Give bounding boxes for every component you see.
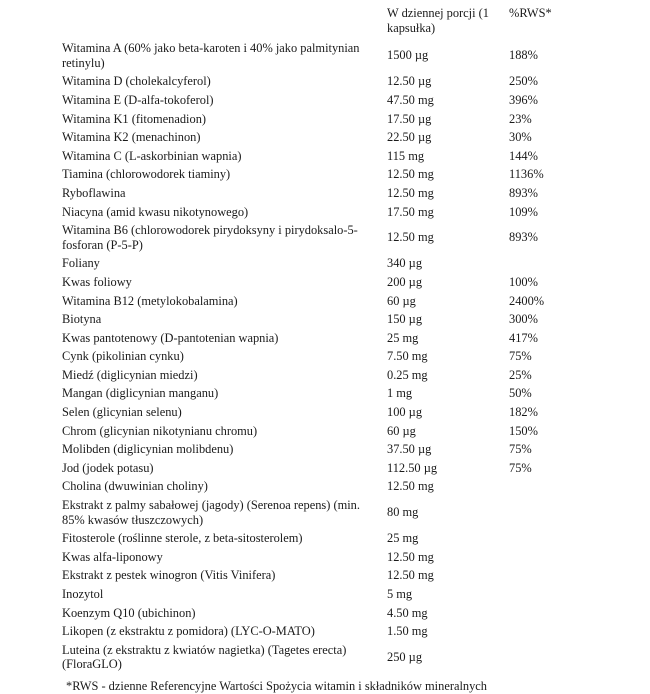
ingredient-name-cell: Ryboflawina [62,185,126,200]
rws-percent-cell: 150% [509,423,538,438]
ingredient-name-cell: Fitosterole (roślinne sterole, z beta-sitosterolem) [62,531,303,546]
daily-amount-cell: 25 mg [387,531,419,546]
table-header-row [58,4,610,39]
daily-amount-cell: 47.50 mg [387,92,434,107]
rws-percent-cell: 250% [509,74,538,89]
header-daily-amount: W dziennej porcji (1 kapsułka) [387,6,489,35]
ingredient-name-cell: Ekstrakt z pestek winogron (Vitis Vinifera) [62,568,276,583]
rws-percent-cell: 893% [509,230,538,245]
daily-amount-cell: 100 µg [387,405,423,420]
rws-percent-cell [505,496,610,529]
table-row [58,347,610,366]
rws-percent-cell [505,566,610,585]
rws-percent-cell: 893% [509,185,538,200]
daily-amount-cell: 340 µg [387,256,423,271]
table-row [58,292,610,311]
ingredient-name-cell: Witamina D (cholekalcyferol) [62,74,211,89]
ingredient-name-cell: Koenzym Q10 (ubichinon) [62,605,196,620]
table-row [58,203,610,222]
table-row [58,310,610,329]
nutrient-rows [58,39,610,674]
rws-percent-cell: 50% [509,386,532,401]
daily-amount-cell: 200 µg [387,274,423,289]
daily-amount-cell: 17.50 mg [387,204,434,219]
ingredient-name-cell: Selen (glicynian selenu) [62,405,182,420]
table-row [58,585,610,604]
table-row [58,39,610,72]
rws-percent-cell: 188% [509,48,538,63]
rws-percent-cell: 75% [509,442,532,457]
daily-amount-cell: 112.50 µg [387,460,438,475]
table-row [58,403,610,422]
table-row [58,641,610,674]
daily-amount-cell: 1500 µg [387,48,429,63]
rws-percent-cell: 417% [509,330,538,345]
ingredient-name-cell: Cholina (dwuwinian choliny) [62,479,208,494]
table-row [58,110,610,129]
rws-percent-cell: 25% [509,367,532,382]
table-row [58,184,610,203]
rws-percent-cell [505,622,610,641]
daily-amount-cell: 60 µg [387,423,416,438]
daily-amount-cell: 80 mg [387,505,419,520]
table-row [58,529,610,548]
ingredient-name-cell: Tiamina (chlorowodorek tiaminy) [62,167,231,182]
table-row [58,566,610,585]
rws-percent-cell: 75% [509,460,532,475]
ingredient-name-cell: Witamina B12 (metylokobalamina) [62,293,238,308]
table-row [58,329,610,348]
ingredient-name-cell: Niacyna (amid kwasu nikotynowego) [62,204,249,219]
nutrient-table [58,4,610,674]
table-row [58,273,610,292]
header-ingredient [58,4,383,39]
rws-percent-cell [505,548,610,567]
table-row [58,128,610,147]
ingredient-name-cell: Inozytol [62,587,104,601]
table-row [58,384,610,403]
rws-percent-cell: 182% [509,405,538,420]
ingredient-name-cell: Witamina K1 (fitomenadion) [62,111,207,126]
daily-amount-cell: 0.25 mg [387,367,428,382]
rws-percent-cell: 30% [509,130,532,145]
daily-amount-cell: 12.50 mg [387,568,434,583]
ingredient-name-cell: Witamina K2 (menachinon) [62,130,201,145]
table-row [58,147,610,166]
ingredient-name-cell: Ekstrakt z palmy sabałowej (jagody) (Serenoa repens) (min. 85% kwasów tłuszczowych) [62,498,360,527]
ingredient-name-cell: Chrom (glicynian nikotynianu chromu) [62,423,258,438]
table-row [58,477,610,496]
rws-percent-cell: 109% [509,204,538,219]
daily-amount-cell: 1.50 mg [387,624,428,639]
rws-percent-cell [505,585,610,604]
ingredient-name-cell: Cynk (pikolinian cynku) [62,349,184,364]
ingredient-name-cell: Kwas foliowy [62,274,132,289]
table-row [58,548,610,567]
daily-amount-cell: 1 mg [387,386,413,401]
daily-amount-cell: 4.50 mg [387,605,428,620]
table-row [58,366,610,385]
header-rws-percent: %RWS* [509,6,552,20]
table-row [58,72,610,91]
daily-amount-cell: 12.50 mg [387,167,434,182]
ingredient-name-cell: Kwas alfa-liponowy [62,549,163,564]
rws-percent-cell [505,641,610,674]
ingredient-name-cell: Foliany [62,256,100,271]
table-row [58,622,610,641]
rws-percent-cell [505,477,610,496]
daily-amount-cell: 115 mg [387,148,425,163]
daily-amount-cell: 250 µg [387,650,423,665]
rws-percent-cell: 100% [509,274,538,289]
ingredient-name-cell: Luteina (z ekstraktu z kwiatów nagietka) (Tagetes erecta) (FloraGLO) [62,642,347,672]
rws-percent-cell: 144% [509,148,538,163]
ingredient-name-cell: Kwas pantotenowy (D-pantotenian wapnia) [62,330,279,345]
daily-amount-cell: 12.50 mg [387,185,434,200]
ingredient-name-cell: Miedź (diglicynian miedzi) [62,367,198,382]
table-row [58,604,610,623]
daily-amount-cell: 12.50 mg [387,230,434,245]
table-row [58,496,610,529]
ingredient-name-cell: Witamina C (L-askorbinian wapnia) [62,148,242,163]
rws-percent-cell [505,529,610,548]
rws-percent-cell: 75% [509,349,532,364]
ingredient-name-cell: Biotyna [62,312,102,327]
daily-amount-cell: 5 mg [387,587,413,601]
rws-percent-cell: 2400% [509,293,545,308]
nutrition-facts-sheet [58,4,618,694]
rws-footnote: *RWS - dzienne Referencyjne Wartości Spożycia witamin i składników mineralnych [66,678,487,693]
table-row [58,254,610,273]
daily-amount-cell: 25 mg [387,330,419,345]
ingredient-name-cell: Jod (jodek potasu) [62,460,154,475]
rws-percent-cell: 300% [509,312,538,327]
daily-amount-cell: 150 µg [387,312,423,327]
daily-amount-cell: 17.50 µg [387,111,432,126]
ingredient-name-cell: Witamina E (D-alfa-tokoferol) [62,92,214,107]
daily-amount-cell: 22.50 µg [387,130,432,145]
ingredient-name-cell: Molibden (diglicynian molibdenu) [62,442,234,457]
ingredient-name-cell: Witamina A (60% jako beta-karoten i 40% jako palmitynian retinylu) [62,41,360,70]
rws-percent-cell [505,604,610,623]
table-row [58,91,610,110]
rws-percent-cell: 23% [509,111,532,126]
ingredient-name-cell: Mangan (diglicynian manganu) [62,386,219,401]
table-row [58,165,610,184]
ingredient-name-cell: Witamina B6 (chlorowodorek pirydoksyny i pirydoksalo-5-fosforan (P-5-P) [62,223,358,252]
table-row [58,459,610,478]
daily-amount-cell: 12.50 mg [387,549,434,564]
daily-amount-cell: 60 µg [387,293,416,308]
table-row [58,422,610,441]
table-row [58,440,610,459]
daily-amount-cell: 7.50 mg [387,349,428,364]
ingredient-name-cell: Likopen (z ekstraktu z pomidora) (LYC-O-MATO) [62,624,315,639]
rws-percent-cell [505,254,610,273]
daily-amount-cell: 37.50 µg [387,442,432,457]
daily-amount-cell: 12.50 µg [387,74,432,89]
table-row [58,221,610,254]
daily-amount-cell: 12.50 mg [387,479,434,494]
rws-percent-cell: 1136% [509,167,544,182]
rws-percent-cell: 396% [509,92,538,107]
